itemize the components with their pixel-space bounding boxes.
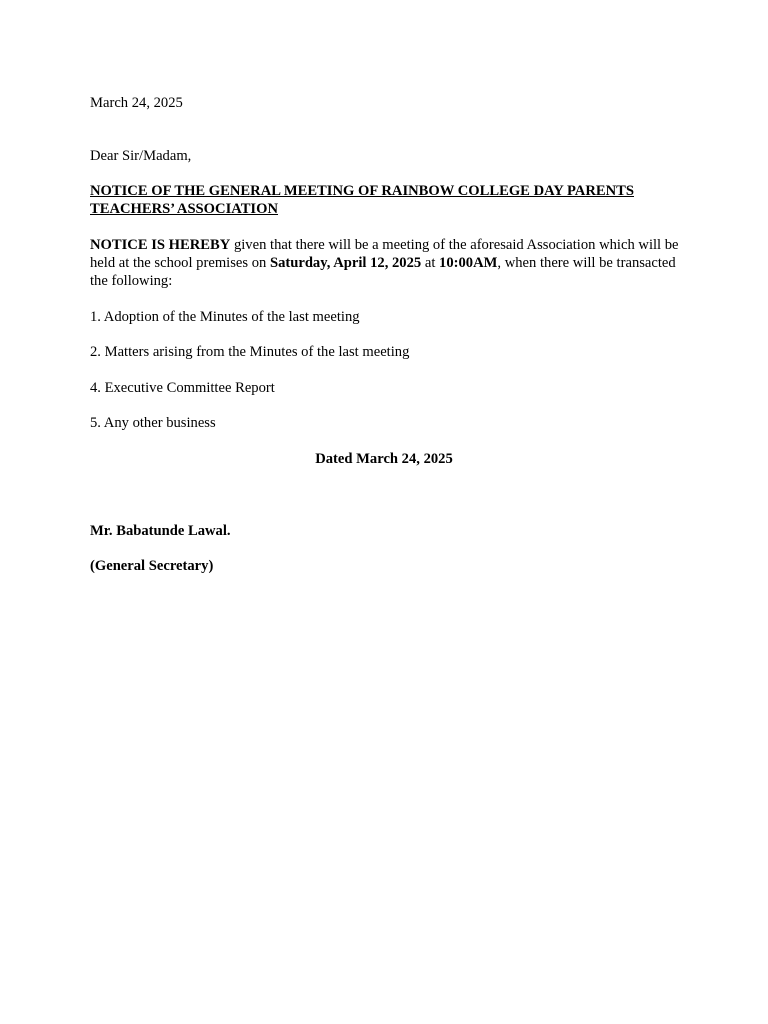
- notice-paragraph: [90, 236, 690, 290]
- salutation: Dear Sir/Madam,: [90, 148, 192, 164]
- notice-lead: NOTICE IS HEREBY: [90, 237, 231, 253]
- notice-text-3: , when there will be transacted the following:: [90, 255, 676, 289]
- meeting-date: Saturday, April 12, 2025: [269, 255, 422, 271]
- agenda-item: 2. Matters arising from the Minutes of the last meeting: [90, 344, 410, 360]
- signatory-name: Mr. Babatunde Lawal.: [90, 523, 231, 539]
- letter-date: March 24, 2025: [90, 95, 183, 111]
- meeting-time: 10:00AM: [439, 255, 498, 271]
- signatory-role: (General Secretary): [90, 558, 214, 574]
- agenda-item: 4. Executive Committee Report: [90, 380, 275, 396]
- agenda-item: 1. Adoption of the Minutes of the last meeting: [90, 309, 360, 325]
- agenda-item: 5. Any other business: [90, 415, 216, 431]
- notice-text-2: at: [421, 255, 440, 271]
- dated-line: Dated March 24, 2025: [315, 451, 453, 467]
- notice-text-1: given that there will be a meeting of the aforesaid Association which will be held at the school premises on: [90, 237, 679, 271]
- notice-heading: NOTICE OF THE GENERAL MEETING OF RAINBOW COLLEGE DAY PARENTS TEACHERS’ ASSOCIATION: [90, 183, 634, 217]
